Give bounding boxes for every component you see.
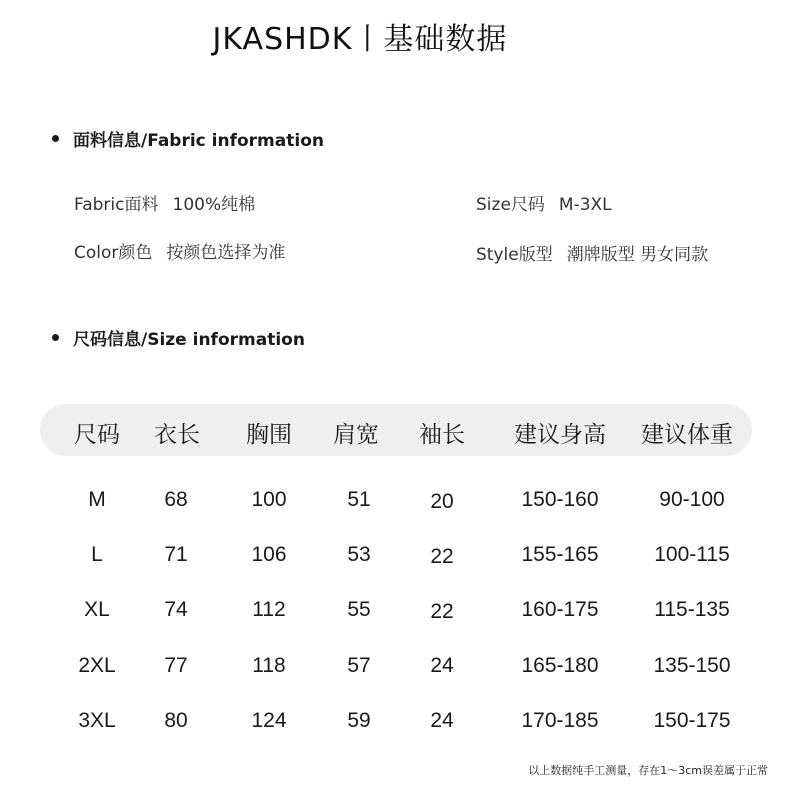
table-cell: 77: [164, 654, 188, 677]
table-cell: 20: [430, 490, 454, 513]
fabric-section-heading: [52, 126, 324, 151]
fabric-heading-text: 面料信息/Fabric information: [73, 131, 324, 151]
table-cell: 106: [251, 543, 287, 566]
color-info: [74, 238, 285, 263]
table-header-cell: 袖长: [419, 422, 465, 448]
table-header-cell: 建议体重: [641, 422, 733, 448]
table-cell: 170-185: [521, 709, 599, 732]
table-cell: XL: [84, 598, 110, 621]
size-range-info: [476, 190, 612, 215]
table-cell: 118: [252, 654, 286, 677]
table-cell: 51: [347, 488, 371, 511]
table-header-cell: 衣长: [154, 422, 200, 448]
table-cell: 155-165: [521, 543, 599, 566]
bullet-icon: [52, 135, 59, 142]
table-cell: 115-135: [654, 598, 730, 621]
fabric-info: [74, 190, 255, 215]
table-cell: 68: [164, 488, 188, 511]
table-cell: 57: [347, 654, 371, 677]
style-value: 潮牌版型 男女同款: [566, 245, 709, 265]
table-cell: 71: [164, 543, 188, 566]
table-cell: 90-100: [659, 488, 725, 511]
table-cell: 112: [252, 598, 286, 621]
size-value: M-3XL: [558, 195, 612, 215]
fabric-value: 100%纯棉: [172, 195, 256, 215]
bullet-icon: [52, 334, 59, 341]
size-label: Size尺码: [476, 195, 545, 215]
table-cell: 100-115: [654, 543, 730, 566]
fabric-label: Fabric面料: [74, 195, 159, 215]
table-cell: 55: [347, 598, 371, 621]
color-value: 按颜色选择为准: [166, 243, 286, 263]
table-cell: 24: [430, 654, 454, 677]
table-header-cell: 肩宽: [333, 422, 379, 448]
page-title: JKASHDK丨基础数据: [212, 22, 508, 57]
table-cell: 22: [430, 545, 454, 568]
table-cell: M: [88, 488, 106, 511]
table-cell: 135-150: [653, 654, 731, 677]
size-heading-text: 尺码信息/Size information: [73, 330, 305, 350]
table-cell: 3XL: [78, 709, 116, 732]
table-cell: 2XL: [78, 654, 116, 677]
table-cell: 53: [347, 543, 371, 566]
table-cell: 80: [164, 709, 188, 732]
color-label: Color颜色: [74, 243, 153, 263]
table-cell: 22: [430, 600, 454, 623]
table-cell: 100: [251, 488, 287, 511]
style-label: Style版型: [476, 245, 553, 265]
table-cell: L: [91, 543, 103, 566]
table-cell: 160-175: [521, 598, 599, 621]
table-cell: 150-160: [521, 488, 599, 511]
size-section-heading: [52, 325, 305, 350]
table-cell: 165-180: [521, 654, 599, 677]
style-info: [476, 240, 708, 265]
table-cell: 150-175: [653, 709, 731, 732]
table-cell: 74: [164, 598, 188, 621]
table-cell: 124: [251, 709, 287, 732]
measurement-footnote: 以上数据纯手工测量，存在1～3cm误差属于正常: [528, 764, 768, 777]
table-cell: 24: [430, 709, 454, 732]
table-cell: 59: [347, 709, 371, 732]
table-header-cell: 胸围: [246, 422, 292, 448]
table-header-cell: 建议身高: [514, 422, 606, 448]
table-header-cell: 尺码: [74, 422, 120, 448]
